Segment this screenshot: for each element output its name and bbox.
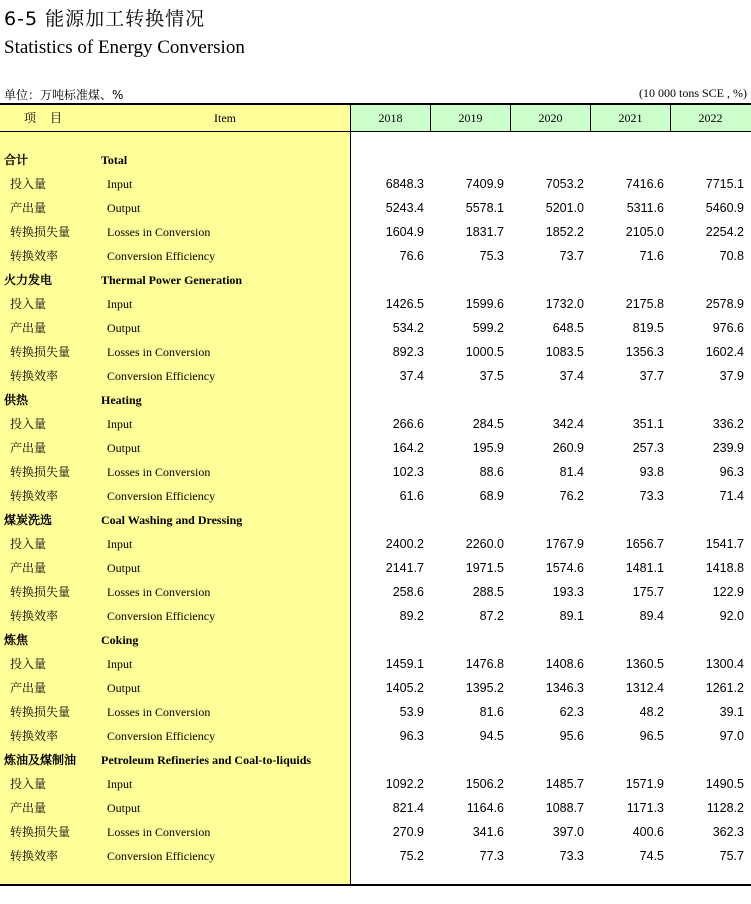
value-cell: 71.6 — [639, 249, 664, 263]
value-cell: 362.3 — [712, 825, 744, 839]
value-cell: 1459.1 — [385, 657, 424, 671]
row-label-cn: 转换损失量 — [10, 585, 71, 599]
value-cell: 1481.1 — [625, 561, 664, 575]
value-cell: 1128.2 — [706, 801, 744, 815]
value-cell: 336.2 — [712, 417, 744, 431]
value-cell: 2105.0 — [625, 225, 664, 239]
section-header-row — [0, 268, 751, 292]
value-cell: 164.2 — [392, 441, 424, 455]
value-cell: 89.1 — [559, 609, 584, 623]
value-cell: 1418.8 — [705, 561, 744, 575]
row-label-en: Conversion Efficiency — [107, 849, 216, 863]
table-row — [0, 652, 751, 676]
value-cell: 68.9 — [479, 489, 504, 503]
row-label-cn: 产出量 — [10, 561, 47, 575]
table-row — [0, 340, 751, 364]
row-label-en: Conversion Efficiency — [107, 489, 216, 503]
row-label-en: Output — [107, 561, 141, 575]
value-cell: 5243.4 — [385, 201, 424, 215]
value-cell: 1405.2 — [385, 681, 424, 695]
row-label-en: Losses in Conversion — [107, 345, 211, 359]
row-label-en: Losses in Conversion — [107, 705, 211, 719]
row-label-cn: 转换效率 — [10, 489, 59, 503]
value-cell: 74.5 — [639, 849, 664, 863]
value-cell: 2141.7 — [385, 561, 424, 575]
row-label-en: Input — [107, 657, 133, 671]
value-cell: 1971.5 — [465, 561, 504, 575]
section-header-row — [0, 628, 751, 652]
row-label-en: Conversion Efficiency — [107, 729, 216, 743]
table-row — [0, 820, 751, 844]
value-cell: 37.4 — [559, 369, 584, 383]
row-label-cn: 投入量 — [10, 777, 47, 791]
row-label-cn: 产出量 — [10, 681, 47, 695]
row-label-cn: 转换损失量 — [10, 225, 71, 239]
value-cell: 89.2 — [399, 609, 424, 623]
value-cell: 976.6 — [712, 321, 744, 335]
table-row — [0, 796, 751, 820]
section-label-en: Coal Washing and Dressing — [101, 513, 243, 527]
value-cell: 37.5 — [479, 369, 504, 383]
value-cell: 70.8 — [719, 249, 744, 263]
section-label-cn: 合计 — [4, 153, 29, 167]
row-label-cn: 产出量 — [10, 441, 47, 455]
table-row — [0, 292, 751, 316]
value-cell: 1485.7 — [545, 777, 584, 791]
value-cell: 2260.0 — [465, 537, 504, 551]
value-cell: 102.3 — [392, 465, 424, 479]
value-cell: 73.3 — [559, 849, 584, 863]
value-cell: 37.7 — [639, 369, 664, 383]
row-label-cn: 转换效率 — [10, 729, 59, 743]
value-cell: 61.6 — [399, 489, 424, 503]
value-cell: 1490.5 — [705, 777, 744, 791]
row-label-cn: 转换效率 — [10, 249, 59, 263]
value-cell: 6848.3 — [385, 177, 424, 191]
section-label-en: Heating — [101, 393, 142, 407]
row-label-en: Conversion Efficiency — [107, 369, 216, 383]
table-bottom-rule — [0, 884, 751, 886]
unit-label-en: (10 000 tons SCE , %) — [639, 86, 747, 100]
row-label-en: Losses in Conversion — [107, 465, 211, 479]
value-cell: 1604.9 — [385, 225, 424, 239]
row-label-cn: 转换损失量 — [10, 705, 71, 719]
value-cell: 1599.6 — [465, 297, 504, 311]
section-label-cn: 炼油及煤制油 — [4, 753, 77, 767]
value-cell: 1083.5 — [545, 345, 584, 359]
value-cell: 5578.1 — [465, 201, 504, 215]
row-label-cn: 投入量 — [10, 297, 47, 311]
value-cell: 648.5 — [552, 321, 584, 335]
value-cell: 1346.3 — [545, 681, 584, 695]
section-header-row — [0, 388, 751, 412]
value-cell: 75.3 — [479, 249, 504, 263]
row-label-en: Losses in Conversion — [107, 225, 211, 239]
value-cell: 37.4 — [399, 369, 424, 383]
value-cell: 94.5 — [479, 729, 504, 743]
table-row — [0, 676, 751, 700]
row-label-cn: 转换损失量 — [10, 825, 71, 839]
value-cell: 1732.0 — [545, 297, 584, 311]
section-header-row — [0, 508, 751, 532]
header-bottom-rule — [0, 131, 751, 132]
header-year: 2020 — [538, 111, 563, 125]
value-cell: 1541.7 — [705, 537, 744, 551]
value-cell: 71.4 — [719, 489, 744, 503]
value-cell: 341.6 — [472, 825, 504, 839]
row-label-en: Input — [107, 537, 133, 551]
value-cell: 7715.1 — [705, 177, 744, 191]
value-cell: 342.4 — [552, 417, 584, 431]
value-cell: 1506.2 — [465, 777, 504, 791]
row-label-cn: 转换损失量 — [10, 345, 71, 359]
value-cell: 284.5 — [472, 417, 504, 431]
value-cell: 193.3 — [552, 585, 584, 599]
table-row — [0, 316, 751, 340]
section-header-row — [0, 748, 751, 772]
value-cell: 97.0 — [719, 729, 744, 743]
value-cell: 534.2 — [392, 321, 424, 335]
table-row — [0, 220, 751, 244]
section-label-cn: 煤炭洗选 — [4, 513, 53, 527]
value-cell: 2578.9 — [705, 297, 744, 311]
row-label-cn: 投入量 — [10, 417, 47, 431]
row-label-en: Input — [107, 417, 133, 431]
value-cell: 7416.6 — [625, 177, 664, 191]
value-cell: 1395.2 — [465, 681, 504, 695]
table-row — [0, 460, 751, 484]
value-cell: 1300.4 — [705, 657, 744, 671]
row-label-en: Conversion Efficiency — [107, 609, 216, 623]
row-label-en: Output — [107, 801, 141, 815]
value-cell: 175.7 — [632, 585, 664, 599]
row-label-en: Output — [107, 441, 141, 455]
value-cell: 1261.2 — [705, 681, 744, 695]
value-cell: 73.7 — [559, 249, 584, 263]
row-label-en: Conversion Efficiency — [107, 249, 216, 263]
row-label-en: Output — [107, 321, 141, 335]
value-cell: 258.6 — [392, 585, 424, 599]
table-row — [0, 196, 751, 220]
value-cell: 75.2 — [399, 849, 424, 863]
header-year: 2022 — [698, 111, 723, 125]
value-cell: 1000.5 — [465, 345, 504, 359]
value-cell: 1164.6 — [466, 801, 504, 815]
row-label-cn: 转换损失量 — [10, 465, 71, 479]
value-cell: 37.9 — [719, 369, 744, 383]
section-label-en: Thermal Power Generation — [101, 273, 243, 287]
row-label-cn: 转换效率 — [10, 369, 59, 383]
value-cell: 1571.9 — [625, 777, 664, 791]
section-label-en: Total — [101, 153, 128, 167]
value-cell: 81.4 — [559, 465, 584, 479]
value-cell: 88.6 — [479, 465, 504, 479]
value-cell: 819.5 — [632, 321, 664, 335]
row-label-en: Output — [107, 681, 141, 695]
table-row — [0, 532, 751, 556]
row-label-cn: 转换效率 — [10, 849, 59, 863]
value-cell: 5311.6 — [626, 201, 664, 215]
value-cell: 76.2 — [559, 489, 584, 503]
section-label-cn: 炼焦 — [4, 633, 29, 647]
value-cell: 77.3 — [479, 849, 504, 863]
row-label-en: Output — [107, 201, 141, 215]
row-label-en: Losses in Conversion — [107, 825, 211, 839]
value-cell: 95.6 — [559, 729, 584, 743]
value-cell: 75.7 — [719, 849, 744, 863]
section-label-cn: 供热 — [4, 393, 29, 407]
page-title-cn: 6-5 能源加工转换情况 — [4, 8, 206, 30]
table-row — [0, 172, 751, 196]
table-row — [0, 484, 751, 508]
row-label-cn: 转换效率 — [10, 609, 59, 623]
value-cell: 1088.7 — [545, 801, 584, 815]
row-label-en: Input — [107, 177, 133, 191]
value-cell: 351.1 — [632, 417, 664, 431]
value-cell: 1312.4 — [625, 681, 664, 695]
section-label-cn: 火力发电 — [4, 273, 53, 287]
value-cell: 93.8 — [639, 465, 664, 479]
value-cell: 288.5 — [472, 585, 504, 599]
value-cell: 599.2 — [472, 321, 504, 335]
row-label-cn: 投入量 — [10, 177, 47, 191]
header-year: 2018 — [378, 111, 403, 125]
value-cell: 1476.8 — [465, 657, 504, 671]
row-label-cn: 产出量 — [10, 321, 47, 335]
section-label-en: Coking — [101, 633, 139, 647]
value-cell: 1767.9 — [545, 537, 584, 551]
row-label-en: Input — [107, 297, 133, 311]
page-title-en: Statistics of Energy Conversion — [4, 37, 245, 58]
row-label-cn: 投入量 — [10, 537, 47, 551]
value-cell: 5460.9 — [705, 201, 744, 215]
value-cell: 397.0 — [552, 825, 584, 839]
row-label-cn: 产出量 — [10, 201, 47, 215]
value-cell: 892.3 — [392, 345, 424, 359]
table-row — [0, 364, 751, 388]
value-cell: 260.9 — [552, 441, 584, 455]
value-cell: 1356.3 — [625, 345, 664, 359]
value-cell: 73.3 — [639, 489, 664, 503]
value-cell: 1574.6 — [545, 561, 584, 575]
row-label-en: Losses in Conversion — [107, 585, 211, 599]
unit-label-cn: 单位：万吨标准煤、% — [4, 88, 124, 102]
value-cell: 122.9 — [712, 585, 744, 599]
value-cell: 1602.4 — [705, 345, 744, 359]
value-cell: 1092.2 — [385, 777, 424, 791]
value-cell: 266.6 — [392, 417, 424, 431]
value-cell: 39.1 — [719, 705, 744, 719]
value-cell: 5201.0 — [545, 201, 584, 215]
table-row — [0, 844, 751, 868]
value-cell: 53.9 — [399, 705, 424, 719]
section-header-row — [0, 148, 751, 172]
value-cell: 87.2 — [479, 609, 504, 623]
value-cell: 96.3 — [399, 729, 424, 743]
value-cell: 81.6 — [479, 705, 504, 719]
row-label-cn: 产出量 — [10, 801, 47, 815]
value-cell: 195.9 — [472, 441, 504, 455]
value-cell: 96.3 — [719, 465, 744, 479]
header-item-en: Item — [214, 111, 236, 125]
value-cell: 2254.2 — [705, 225, 744, 239]
table-row — [0, 436, 751, 460]
table-row — [0, 556, 751, 580]
value-cell: 48.2 — [639, 705, 664, 719]
value-cell: 1360.5 — [625, 657, 664, 671]
value-cell: 62.3 — [559, 705, 584, 719]
table-row — [0, 604, 751, 628]
value-cell: 1426.5 — [385, 297, 424, 311]
value-cell: 96.5 — [639, 729, 664, 743]
row-label-cn: 投入量 — [10, 657, 47, 671]
table-row — [0, 724, 751, 748]
table-row — [0, 580, 751, 604]
value-cell: 1852.2 — [545, 225, 584, 239]
value-cell: 270.9 — [392, 825, 424, 839]
table-row — [0, 244, 751, 268]
value-cell: 1656.7 — [625, 537, 664, 551]
value-cell: 1408.6 — [545, 657, 584, 671]
value-cell: 1171.3 — [626, 801, 664, 815]
table-row — [0, 772, 751, 796]
value-cell: 2400.2 — [385, 537, 424, 551]
value-cell: 92.0 — [719, 609, 744, 623]
value-cell: 1831.7 — [465, 225, 504, 239]
value-cell: 257.3 — [632, 441, 664, 455]
value-cell: 7409.9 — [465, 177, 504, 191]
table-row — [0, 412, 751, 436]
section-label-en: Petroleum Refineries and Coal-to-liquids — [101, 753, 312, 767]
value-cell: 2175.8 — [625, 297, 664, 311]
header-year: 2019 — [458, 111, 483, 125]
value-cell: 400.6 — [632, 825, 664, 839]
header-item-cn: 项目 — [23, 111, 76, 125]
value-cell: 89.4 — [639, 609, 664, 623]
table-row — [0, 700, 751, 724]
header-year: 2021 — [618, 111, 643, 125]
value-cell: 7053.2 — [545, 177, 584, 191]
value-cell: 821.4 — [392, 801, 424, 815]
value-cell: 239.9 — [712, 441, 744, 455]
row-label-en: Input — [107, 777, 133, 791]
value-cell: 76.6 — [399, 249, 424, 263]
